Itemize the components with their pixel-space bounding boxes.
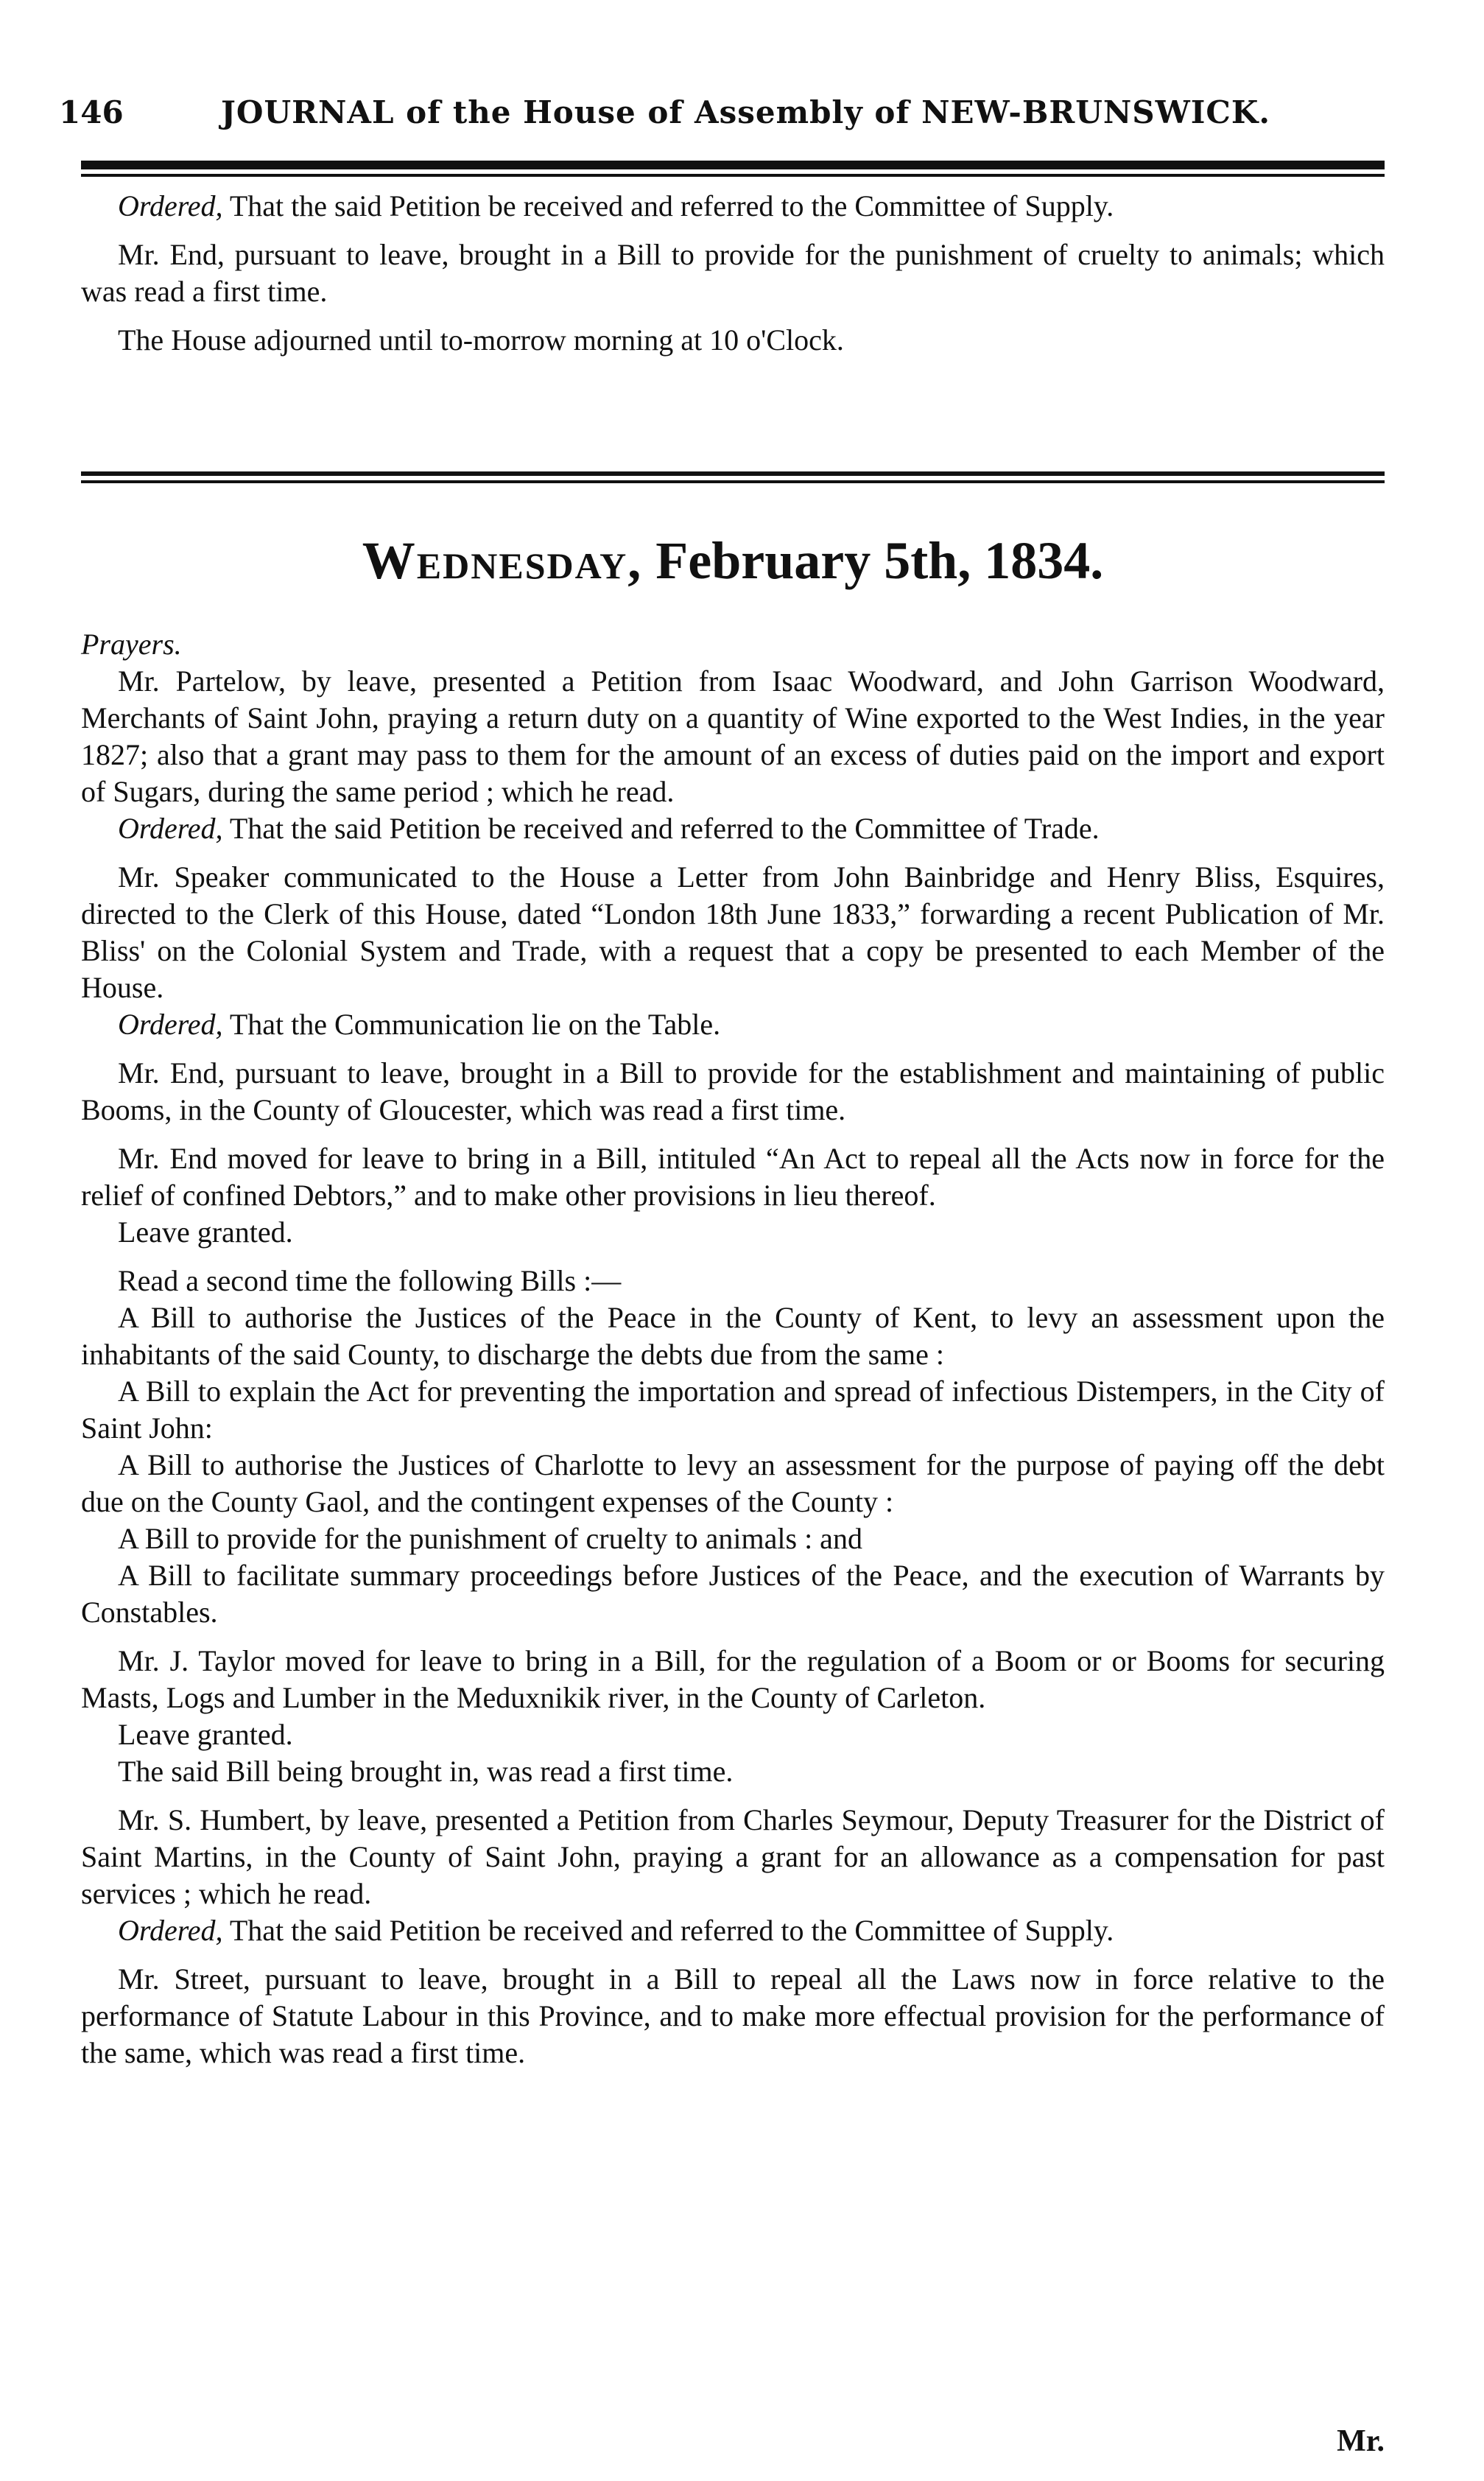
header-rule-thick xyxy=(81,161,1385,169)
paragraph xyxy=(81,1140,1385,1214)
prayers-line xyxy=(81,626,1385,663)
paragraph-text: That the said Petition be received and referred to the Committee of Supply. xyxy=(222,189,1114,222)
paragraph-text: The said Bill being brought in, was read a first time. xyxy=(118,1755,734,1788)
prayers-label: Prayers. xyxy=(81,628,182,661)
paragraph xyxy=(81,810,1385,847)
page-header xyxy=(59,88,1385,133)
previous-day-continuation xyxy=(81,188,1385,359)
paragraph-text: A Bill to facilitate summary proceedings before Justices of the Peace, and the execution of Warrants by Constables. xyxy=(81,1559,1385,1629)
paragraph xyxy=(81,1520,1385,1557)
paragraph-text: A Bill to authorise the Justices of the Peace in the County of Kent, to levy an assessment upon the inhabitants of the said County, to discharge the debts due from the same : xyxy=(81,1301,1385,1371)
paragraph xyxy=(81,1557,1385,1631)
section-divider-thick xyxy=(81,471,1385,476)
paragraph-text: Mr. S. Humbert, by leave, presented a Petition from Charles Seymour, Deputy Treasurer for the District of Saint Martins, in the County of Saint John, praying a grant for an allowance as a compensation for past services ; which he read. xyxy=(81,1803,1385,1910)
paragraph-lead: Ordered, xyxy=(118,1914,223,1947)
paragraph xyxy=(81,1263,1385,1299)
paragraph xyxy=(81,663,1385,810)
paragraph-text: Mr. Partelow, by leave, presented a Petition from Isaac Woodward, and John Garrison Woodward, Merchants of Saint John, praying a return duty on a quantity of Wine exported to the West Indies, in the year 1827; also that a grant may pass to them for the amount of an excess of duties paid on the import and export of Sugars, during the same period ; which he read. xyxy=(81,664,1385,808)
paragraph-lead: Ordered, xyxy=(118,812,223,845)
paragraph xyxy=(81,1373,1385,1447)
paragraph xyxy=(81,1299,1385,1373)
paragraph xyxy=(81,1753,1385,1790)
paragraph-text: Read a second time the following Bills :— xyxy=(118,1264,622,1297)
paragraph xyxy=(81,1912,1385,1949)
paragraph-text: A Bill to explain the Act for preventing the importation and spread of infectious Distempers, in the City of Saint John: xyxy=(81,1375,1385,1445)
paragraph-text: Mr. Speaker communicated to the House a Letter from John Bainbridge and Henry Bliss, Esquires, directed to the Clerk of this House, dated “London 18th June 1833,” forwarding a recent Publication of Mr. Bliss' on the Colonial System and Trade, with a request that a copy be presented to each Member of the House. xyxy=(81,860,1385,1004)
paragraph xyxy=(81,1643,1385,1716)
paragraph xyxy=(81,322,1385,359)
paragraph xyxy=(81,1214,1385,1251)
paragraph-lead: Ordered, xyxy=(118,189,223,222)
paragraph xyxy=(81,1055,1385,1129)
paragraph-text: Mr. Street, pursuant to leave, brought in a Bill to repeal all the Laws now in force relative to the performance of Statute Labour in this Province, and to make more effectual provision for the performance of the same, which was read a first time. xyxy=(81,1962,1385,2069)
paragraph xyxy=(81,188,1385,225)
paragraph-text: The House adjourned until to-morrow morning at 10 o'Clock. xyxy=(118,323,844,357)
paragraph-text: Mr. End, pursuant to leave, brought in a Bill to provide for the establishment and maintaining of public Booms, in the County of Gloucester, which was read a first time. xyxy=(81,1056,1385,1126)
date-heading xyxy=(81,530,1385,592)
paragraph-text: A Bill to provide for the punishment of cruelty to animals : and xyxy=(118,1522,862,1555)
section-divider-thin xyxy=(81,480,1385,483)
paragraph-text: That the said Petition be received and referred to the Committee of Supply. xyxy=(222,1914,1114,1947)
paragraph-text: Leave granted. xyxy=(118,1215,293,1249)
paragraph xyxy=(81,1447,1385,1520)
paragraph-lead: Ordered, xyxy=(118,1008,223,1041)
paragraph-text: A Bill to authorise the Justices of Charlotte to levy an assessment for the purpose of paying off the debt due on the County Gaol, and the contingent expenses of the County : xyxy=(81,1448,1385,1518)
paragraph-text: Mr. J. Taylor moved for leave to bring in a Bill, for the regulation of a Boom or or Booms for securing Masts, Logs and Lumber in the Meduxnikik river, in the County of Carleton. xyxy=(81,1644,1385,1714)
running-title: JOURNAL of the House of Assembly of NEW-BRUNSWICK. xyxy=(221,94,1270,130)
catchword: Mr. xyxy=(1337,2424,1385,2458)
paragraph xyxy=(81,1006,1385,1043)
header-rule-thin xyxy=(81,174,1385,177)
proceedings-paragraphs xyxy=(81,663,1385,2071)
paragraph-text: Mr. End moved for leave to bring in a Bill, intituled “An Act to repeal all the Acts now in force for the relief of confined Debtors,” and to make other provisions in lieu thereof. xyxy=(81,1142,1385,1212)
paragraph xyxy=(81,1716,1385,1753)
paragraph-text: That the Communication lie on the Table. xyxy=(222,1008,721,1041)
weekday: Wednesday, xyxy=(362,531,643,590)
paragraph-text: Leave granted. xyxy=(118,1718,293,1751)
paragraph-text: Mr. End, pursuant to leave, brought in a Bill to provide for the punishment of cruelty to animals; which was read a first time. xyxy=(81,238,1385,308)
paragraph xyxy=(81,1802,1385,1912)
page-number: 146 xyxy=(59,94,124,130)
paragraph-text: That the said Petition be received and referred to the Committee of Trade. xyxy=(222,812,1100,845)
paragraph xyxy=(81,236,1385,310)
paragraph xyxy=(81,1961,1385,2071)
date: February 5th, 1834. xyxy=(642,531,1104,590)
paragraph xyxy=(81,859,1385,1006)
day-proceedings xyxy=(81,626,1385,2071)
